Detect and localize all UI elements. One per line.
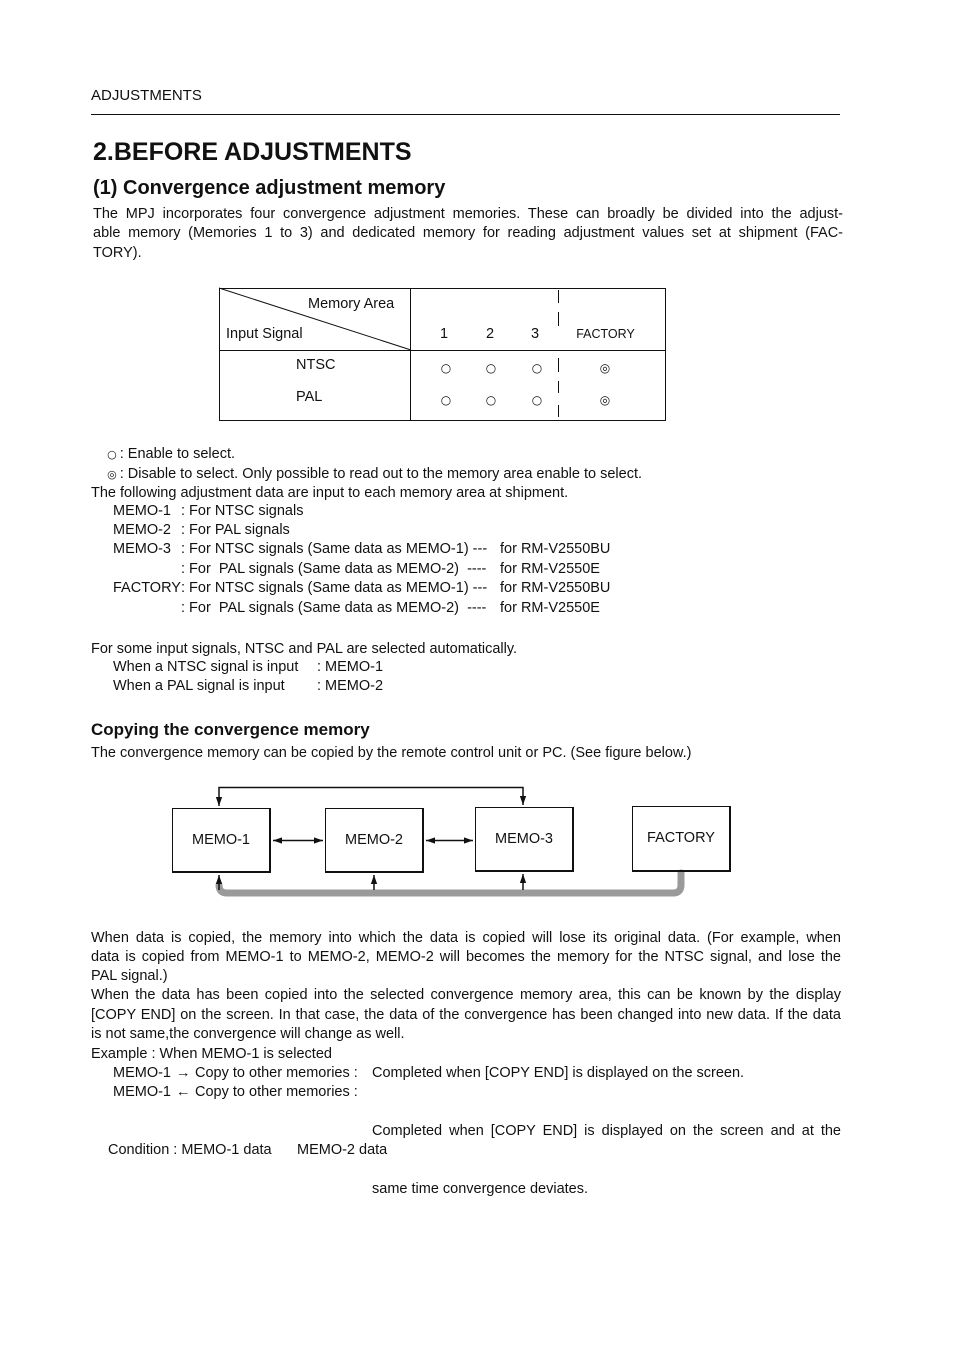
list-item: [113, 678, 433, 697]
example-result-line: same time convergence deviates.: [372, 1180, 588, 1197]
model-name: for RM-V2550BU: [500, 580, 611, 597]
model-name: for RM-V2550BU: [500, 541, 611, 558]
shipment-list: [113, 503, 613, 619]
ntsc-factory-mark: ◎: [599, 360, 611, 375]
section-header: ADJUSTMENTS: [91, 87, 202, 104]
signal-condition: When a PAL signal is input: [113, 677, 285, 694]
memory-label: MEMO-3: [113, 541, 171, 558]
ntsc-memo1-mark: ○: [440, 360, 452, 375]
shipment-intro: The following adjustment data are input to each memory area at shipment.: [91, 484, 569, 501]
condition-right: MEMO-2 data: [297, 1141, 388, 1158]
memo1-memo3-loop-arrow: [219, 788, 523, 807]
column-header-1: 1: [439, 325, 449, 342]
factory-return-line: [219, 873, 681, 893]
notes-line: [COPY END] on the screen. In that case, the data of the convergence has been changed into new data. If the data: [91, 1006, 841, 1023]
memory-desc: : For PAL signals (Same data as MEMO-2) ----: [181, 599, 487, 616]
model-name: for RM-V2550E: [500, 560, 600, 577]
list-item: [113, 600, 613, 619]
intro-line: able memory (Memories 1 to 3) and dedicated memory for reading adjustment values set at shipment (FAC-: [93, 225, 843, 241]
memo1-box: MEMO-1: [172, 808, 271, 873]
pal-factory-mark: ◎: [599, 392, 611, 407]
memory-desc: : For PAL signals: [181, 522, 290, 539]
header-rule: [91, 114, 840, 115]
notes-line: PAL signal.): [91, 968, 168, 985]
list-item: [113, 503, 613, 522]
column-header-factory: FACTORY: [576, 326, 635, 341]
copying-heading: Copying the convergence memory: [91, 720, 370, 739]
page-title: 2.BEFORE ADJUSTMENTS: [93, 138, 412, 166]
example-result: [372, 1084, 841, 1238]
notes-line: When data is copied, the memory into which the data is copied will lose its original data. (For example, when: [91, 929, 841, 946]
memory-label: MEMO-2: [113, 522, 171, 539]
memory-desc: : For NTSC signals: [181, 502, 304, 519]
example-memory-label: MEMO-1: [113, 1083, 171, 1100]
memo2-box: MEMO-2: [325, 808, 424, 873]
example-action: Copy to other memories :: [195, 1064, 358, 1081]
list-item: [113, 541, 613, 560]
pal-memo3-mark: ○: [531, 392, 543, 407]
intro-line: The MPJ incorporates four convergence adjustment memories. These can broadly be divided into the adjust-: [93, 205, 843, 222]
row-label-ntsc: NTSC: [296, 356, 336, 373]
pal-memo2-mark: ○: [485, 392, 497, 407]
memo3-box: MEMO-3: [475, 807, 574, 872]
input-signal-label: Input Signal: [226, 325, 303, 342]
memory-desc: : For NTSC signals (Same data as MEMO-1) ---: [181, 541, 488, 558]
copying-intro: The convergence memory can be copied by the remote control unit or PC. (See figure below.): [91, 744, 692, 761]
memory-area-label: Memory Area: [308, 295, 395, 312]
legend-text: : Enable to select.: [119, 445, 235, 462]
enable-symbol: ○: [107, 447, 117, 461]
list-item: [113, 561, 613, 580]
memory-desc: : For PAL signals (Same data as MEMO-2) ----: [181, 560, 487, 577]
auto-select-intro: For some input signals, NTSC and PAL are selected automatically.: [91, 640, 518, 657]
copy-notes: [91, 929, 841, 1044]
example-memory-label: MEMO-1: [113, 1064, 171, 1081]
column-header-3: 3: [530, 325, 540, 342]
memory-label: MEMO-1: [113, 502, 171, 519]
pal-memo1-mark: ○: [440, 392, 452, 407]
factory-box: FACTORY: [632, 806, 731, 872]
example-result: Completed when [COPY END] is displayed on the screen.: [372, 1064, 745, 1081]
list-item: [113, 580, 613, 599]
intro-line: TORY).: [93, 244, 142, 261]
notes-line: When the data has been copied into the selected convergence memory area, this can be known by the display: [91, 987, 841, 1004]
subsection-title: (1) Convergence adjustment memory: [93, 177, 446, 199]
example-title: Example : When MEMO-1 is selected: [91, 1045, 332, 1062]
disable-symbol: ◎: [107, 467, 117, 481]
intro-paragraph: [93, 205, 843, 264]
model-name: for RM-V2550E: [500, 599, 600, 616]
condition-left: Condition : MEMO-1 data: [108, 1141, 272, 1158]
copy-diagram-connectors: [219, 788, 681, 894]
selected-memory: : MEMO-1: [317, 658, 384, 675]
auto-select-list: [113, 659, 433, 697]
notes-line: data is copied from MEMO-1 to MEMO-2, MEMO-2 will becomes the memory for the NTSC signal, and lose the: [91, 948, 841, 965]
ntsc-memo3-mark: ○: [531, 360, 543, 375]
list-item: [113, 522, 613, 541]
list-item: [113, 659, 433, 678]
selected-memory: : MEMO-2: [317, 677, 384, 694]
example-action: Copy to other memories :: [195, 1083, 358, 1100]
arrow-right-icon: →: [176, 1064, 191, 1081]
example-result-line: Completed when [COPY END] is displayed on the screen and at the: [372, 1123, 841, 1140]
notes-line: is not same,the convergence will change as well.: [91, 1025, 405, 1042]
memory-label: FACTORY: [113, 580, 181, 597]
column-header-2: 2: [485, 325, 495, 342]
list-item: [113, 1065, 841, 1084]
ntsc-memo2-mark: ○: [485, 360, 497, 375]
memory-desc: : For NTSC signals (Same data as MEMO-1) ---: [181, 580, 488, 597]
row-label-pal: PAL: [296, 388, 323, 405]
legend-text: : Disable to select. Only possible to read out to the memory area enable to select.: [119, 465, 643, 482]
arrow-left-icon: ←: [176, 1083, 191, 1100]
signal-condition: When a NTSC signal is input: [113, 658, 299, 675]
